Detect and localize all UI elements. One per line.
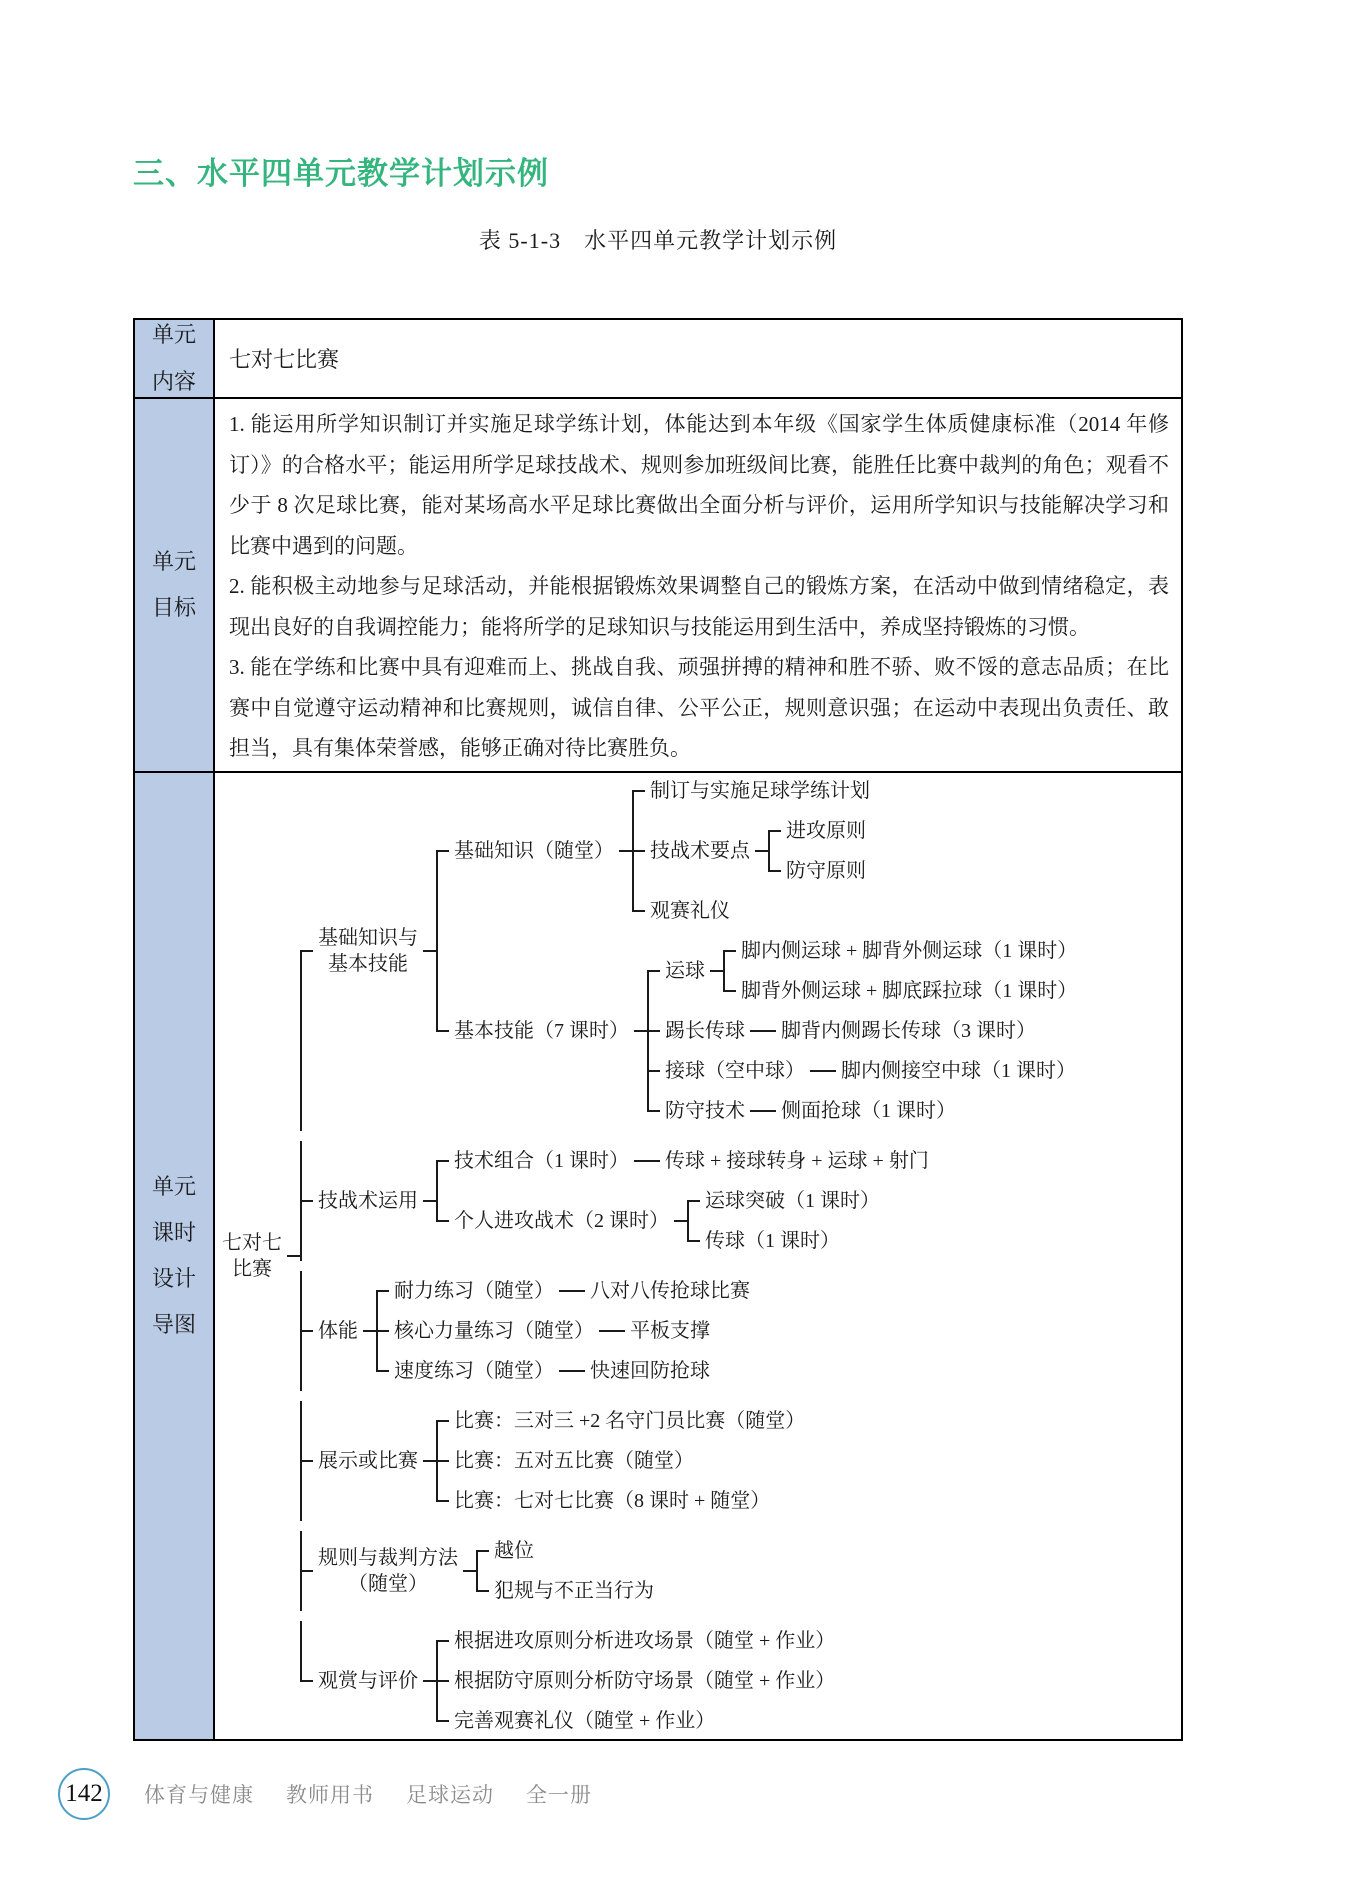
tree-children (612, 1311, 715, 1351)
tree-branch (300, 773, 1082, 1131)
tree-node-label: 展示或比赛 (318, 1450, 418, 1472)
tree-branch (436, 1401, 810, 1441)
row-header-unit-goals (135, 399, 215, 771)
tree-node (313, 1271, 1082, 1391)
tree-node (313, 1531, 1082, 1611)
tree-children (436, 773, 1082, 1131)
tree-node (449, 1141, 934, 1181)
tree-connector (423, 1200, 436, 1202)
tree-children (647, 931, 1082, 1131)
tree-branch (436, 1141, 934, 1181)
tree-children (572, 1271, 755, 1311)
tree-node-label: 七对七 比赛 (222, 1232, 282, 1280)
tree-branch (436, 931, 1082, 1131)
tree-connector (634, 1030, 647, 1032)
tree-node-label: 快速回防抢球 (590, 1360, 710, 1382)
tree-branch (476, 1531, 659, 1571)
tree-node-label: 比赛：三对三 +2 名守门员比赛（随堂） (454, 1410, 806, 1432)
tree-branch (436, 1181, 934, 1261)
goal-item: 1. 能运用所学知识制订并实施足球学练计划，体能达到本年级《国家学生体质健康标准（2014 年修订）》的合格水平；能运用所学足球技战术、规则参加班级间比赛，能胜任比赛中裁判的角色；观看不少于 8 次足球比赛，能对某场高水平足球比赛做出全面分析与评价，运用所学知识与技能解决学习和比赛中遇到的问题。 (229, 412, 1169, 558)
tree-branch (300, 1271, 1082, 1391)
tree-branch (436, 1701, 840, 1739)
tree-branch (300, 1531, 1082, 1611)
tree-node (489, 1531, 659, 1571)
tree-children (436, 1621, 840, 1739)
tree-branch (612, 1311, 715, 1351)
tree-branch (632, 773, 875, 811)
tree-connector (463, 1570, 476, 1572)
tree-node-label: 平板支撑 (630, 1320, 710, 1342)
tree-node (660, 1141, 934, 1181)
page-footer (58, 1768, 592, 1820)
tree-node (645, 891, 875, 931)
tree-node-label: 速度练习（随堂） (394, 1360, 554, 1382)
tree-connector (619, 850, 632, 852)
tree-connector (423, 950, 436, 952)
tree-node (449, 1401, 810, 1441)
tree-node (313, 1401, 1082, 1521)
tree-node-label: 传球（1 课时） (705, 1230, 840, 1252)
tree-node-label: 越位 (494, 1540, 534, 1562)
tree-node (449, 1661, 840, 1701)
tree-node-label: 基础知识（随堂） (454, 840, 614, 862)
tree-node (449, 1481, 810, 1521)
tree-node (645, 811, 875, 891)
tree-node (489, 1571, 659, 1611)
tree-branch (647, 1091, 1082, 1131)
tree-node-label: 进攻原则 (786, 820, 866, 842)
tree-node-label: 技术组合（1 课时） (454, 1150, 629, 1172)
table-caption: 表 5-1-3 水平四单元教学计划示例 (478, 228, 838, 253)
tree-branch (768, 851, 871, 891)
tree-node (389, 1311, 755, 1351)
tree-node (449, 1701, 840, 1739)
tree-branch (632, 811, 875, 891)
header-line: 目标 (151, 595, 196, 620)
tree-node-label: 侧面抢球（1 课时） (781, 1100, 956, 1122)
tree-node (585, 1271, 755, 1311)
tree-node-label: 运球 (665, 960, 705, 982)
row-header-lesson-design-map (135, 773, 215, 1739)
tree-children (763, 1091, 961, 1131)
tree-branch (436, 1441, 810, 1481)
tree-node-label: 制订与实施足球学练计划 (650, 780, 870, 802)
tree-connector (559, 1290, 572, 1292)
lesson-design-map-cell (215, 773, 1181, 1739)
tree-branch (763, 1091, 961, 1131)
tree-node (449, 931, 1082, 1131)
tree-node-label: 脚背内侧踢长传球（3 课时） (781, 1020, 1036, 1042)
tree-connector (810, 1070, 823, 1072)
tree-node (625, 1311, 715, 1351)
tree-node (781, 811, 871, 851)
tree-branch (647, 1011, 1082, 1051)
header-line: 单元 (151, 1173, 196, 1199)
tree-node (449, 1441, 810, 1481)
tree-node (660, 1091, 1082, 1131)
tree-branch (476, 1571, 659, 1611)
table-row-lesson-design-map (135, 771, 1181, 1739)
tree-node-label: 个人进攻战术（2 课时） (454, 1210, 669, 1232)
tree-branch (647, 931, 1082, 1011)
tree-node-label: 传球 + 接球转身 + 运球 + 射门 (665, 1150, 929, 1172)
goal-item: 2. 能积极主动地参与足球活动，并能根据锻炼效果调整自己的锻炼方案，在活动中做到情绪稳定，表现出良好的自我调控能力；能将所学的足球知识与技能运用到生活中，养成坚持锻炼的习惯。 (229, 574, 1169, 639)
tree-node-label: 规则与裁判方法 （随堂） (318, 1547, 458, 1595)
tree-connector (674, 1220, 687, 1222)
tree-branch (376, 1271, 755, 1311)
tree-node-label: 脚内侧接空中球（1 课时） (841, 1060, 1076, 1082)
tree-node (836, 1051, 1081, 1091)
tree-node-label: 比赛：七对七比赛（8 课时 + 随堂） (454, 1490, 771, 1512)
tree-connector (423, 1460, 436, 1462)
tree-node-label: 完善观赛礼仪（随堂 + 作业） (454, 1710, 716, 1732)
tree-children (436, 1141, 934, 1261)
tree-node-label: 犯规与不正当行为 (494, 1580, 654, 1602)
tree-node-label: 根据进攻原则分析进攻场景（随堂 + 作业） (454, 1630, 836, 1652)
book-info (144, 1779, 592, 1809)
header-line: 单元 (151, 322, 196, 348)
book-info-item: 教师用书 (286, 1784, 374, 1807)
tree-branch (723, 931, 1082, 971)
tree-children (723, 931, 1082, 1011)
tree-node (389, 1271, 755, 1311)
tree-branch (647, 1141, 934, 1181)
tree-children (436, 1401, 810, 1521)
tree-node-label: 脚内侧运球 + 脚背外侧运球（1 课时） (741, 940, 1078, 962)
tree-branch (763, 1011, 1041, 1051)
tree-branch (723, 971, 1082, 1011)
book-info-item: 全一册 (526, 1784, 592, 1807)
tree-node (781, 851, 871, 891)
section-title: 三、水平四单元教学计划示例 (133, 156, 549, 191)
tree-connector (599, 1330, 612, 1332)
book-info-item: 体育与健康 (144, 1784, 254, 1807)
tree-branch (572, 1271, 755, 1311)
tree-node (645, 773, 875, 811)
tree-branch (436, 1621, 840, 1661)
tree-node-label: 耐力练习（随堂） (394, 1280, 554, 1302)
tree-node (700, 1181, 885, 1221)
tree-children (300, 773, 1082, 1739)
tree-branch (687, 1181, 885, 1221)
tree-node-label: 比赛：五对五比赛（随堂） (454, 1450, 694, 1472)
header-line: 导图 (151, 1312, 196, 1338)
tree-children (632, 773, 875, 931)
tree-node (776, 1091, 961, 1131)
table-row-unit-content (135, 320, 1181, 397)
tree-node (700, 1221, 885, 1261)
tree-node-label: 基本技能（7 课时） (454, 1020, 629, 1042)
tree-branch (647, 1051, 1082, 1091)
tree-branch (687, 1221, 885, 1261)
tree-connector (755, 850, 768, 852)
tree-node-label: 核心力量练习（随堂） (394, 1320, 594, 1342)
tree-node-label: 观赏与评价 (318, 1670, 418, 1692)
tree-connector (287, 1255, 300, 1257)
tree-children (823, 1051, 1081, 1091)
tree-node (449, 1621, 840, 1661)
tree-node (585, 1351, 715, 1391)
unit-content-cell: 七对七比赛 (229, 347, 340, 372)
tree-node (449, 773, 1082, 931)
tree-branch (436, 1481, 810, 1521)
tree-node-label: 八对八传抢球比赛 (590, 1280, 750, 1302)
tree-node (660, 1051, 1082, 1091)
tree-children (768, 811, 871, 891)
tree-node-label: 根据防守原则分析防守场景（随堂 + 作业） (454, 1670, 836, 1692)
row-header-unit-content (135, 320, 215, 397)
tree-children (647, 1141, 934, 1181)
tree-connector (634, 1160, 647, 1162)
tree-node (776, 1011, 1041, 1051)
book-info-item: 足球运动 (406, 1784, 494, 1807)
tree-branch (823, 1051, 1081, 1091)
tree-node (313, 1141, 1082, 1261)
header-line: 课时 (151, 1219, 196, 1245)
tree-node (389, 1351, 755, 1391)
tree-node-label: 技战术运用 (318, 1190, 418, 1212)
tree-connector (423, 1680, 436, 1682)
header-line: 设计 (151, 1266, 196, 1291)
tree-branch (376, 1311, 755, 1351)
tree-node (313, 1621, 1082, 1739)
tree-node (660, 1011, 1082, 1051)
tree-node-label: 基础知识与 基本技能 (318, 927, 418, 975)
tree-branch (300, 1621, 1082, 1739)
tree-branch (300, 1401, 1082, 1521)
tree-node (660, 931, 1082, 1011)
tree-branch (436, 1661, 840, 1701)
tree-node (449, 1181, 934, 1261)
tree-node-label: 体能 (318, 1320, 358, 1342)
goal-item: 3. 能在学练和比赛中具有迎难而上、挑战自我、顽强拼搏的精神和胜不骄、败不馁的意志品质；在比赛中自觉遵守运动精神和比赛规则，诚信自律、公平公正，规则意识强；在运动中表现出负责任、敢担当，具有集体荣誉感，能够正确对待比赛胜负。 (229, 655, 1169, 760)
tree-branch (632, 891, 875, 931)
tree-node-label: 踢长传球 (665, 1020, 745, 1042)
tree-node-label: 防守原则 (786, 860, 866, 882)
tree-branch (300, 1141, 1082, 1261)
header-line: 单元 (151, 548, 196, 574)
tree-branch (572, 1351, 715, 1391)
tree-node-label: 运球突破（1 课时） (705, 1190, 880, 1212)
tree-connector (750, 1030, 763, 1032)
tree-branch (768, 811, 871, 851)
tree-node-label: 观赛礼仪 (650, 900, 730, 922)
tree-node (313, 773, 1082, 1131)
teaching-plan-table (133, 318, 1183, 1741)
tree-children (763, 1011, 1041, 1051)
tree-branch (436, 773, 1082, 931)
tree-node (736, 971, 1082, 1011)
tree-connector (363, 1330, 376, 1332)
tree-connector (559, 1370, 572, 1372)
table-row-unit-goals (135, 397, 1181, 771)
tree-children (687, 1181, 885, 1261)
tree-children (572, 1351, 715, 1391)
tree-branch (376, 1351, 755, 1391)
tree-node (736, 931, 1082, 971)
unit-goals-cell (215, 399, 1181, 771)
tree-node-label: 脚背外侧运球 + 脚底踩拉球（1 课时） (741, 980, 1078, 1002)
header-line: 内容 (151, 368, 196, 394)
tree-connector (750, 1110, 763, 1112)
tree-children (476, 1531, 659, 1611)
tree-node-label: 接球（空中球） (665, 1060, 805, 1082)
tree-node-label: 技战术要点 (650, 840, 750, 862)
tree-node-label: 防守技术 (665, 1100, 745, 1122)
page-number-badge: 142 (58, 1768, 110, 1820)
tree-connector (710, 970, 723, 972)
tree-children (376, 1271, 755, 1391)
tree-node (217, 773, 1082, 1739)
